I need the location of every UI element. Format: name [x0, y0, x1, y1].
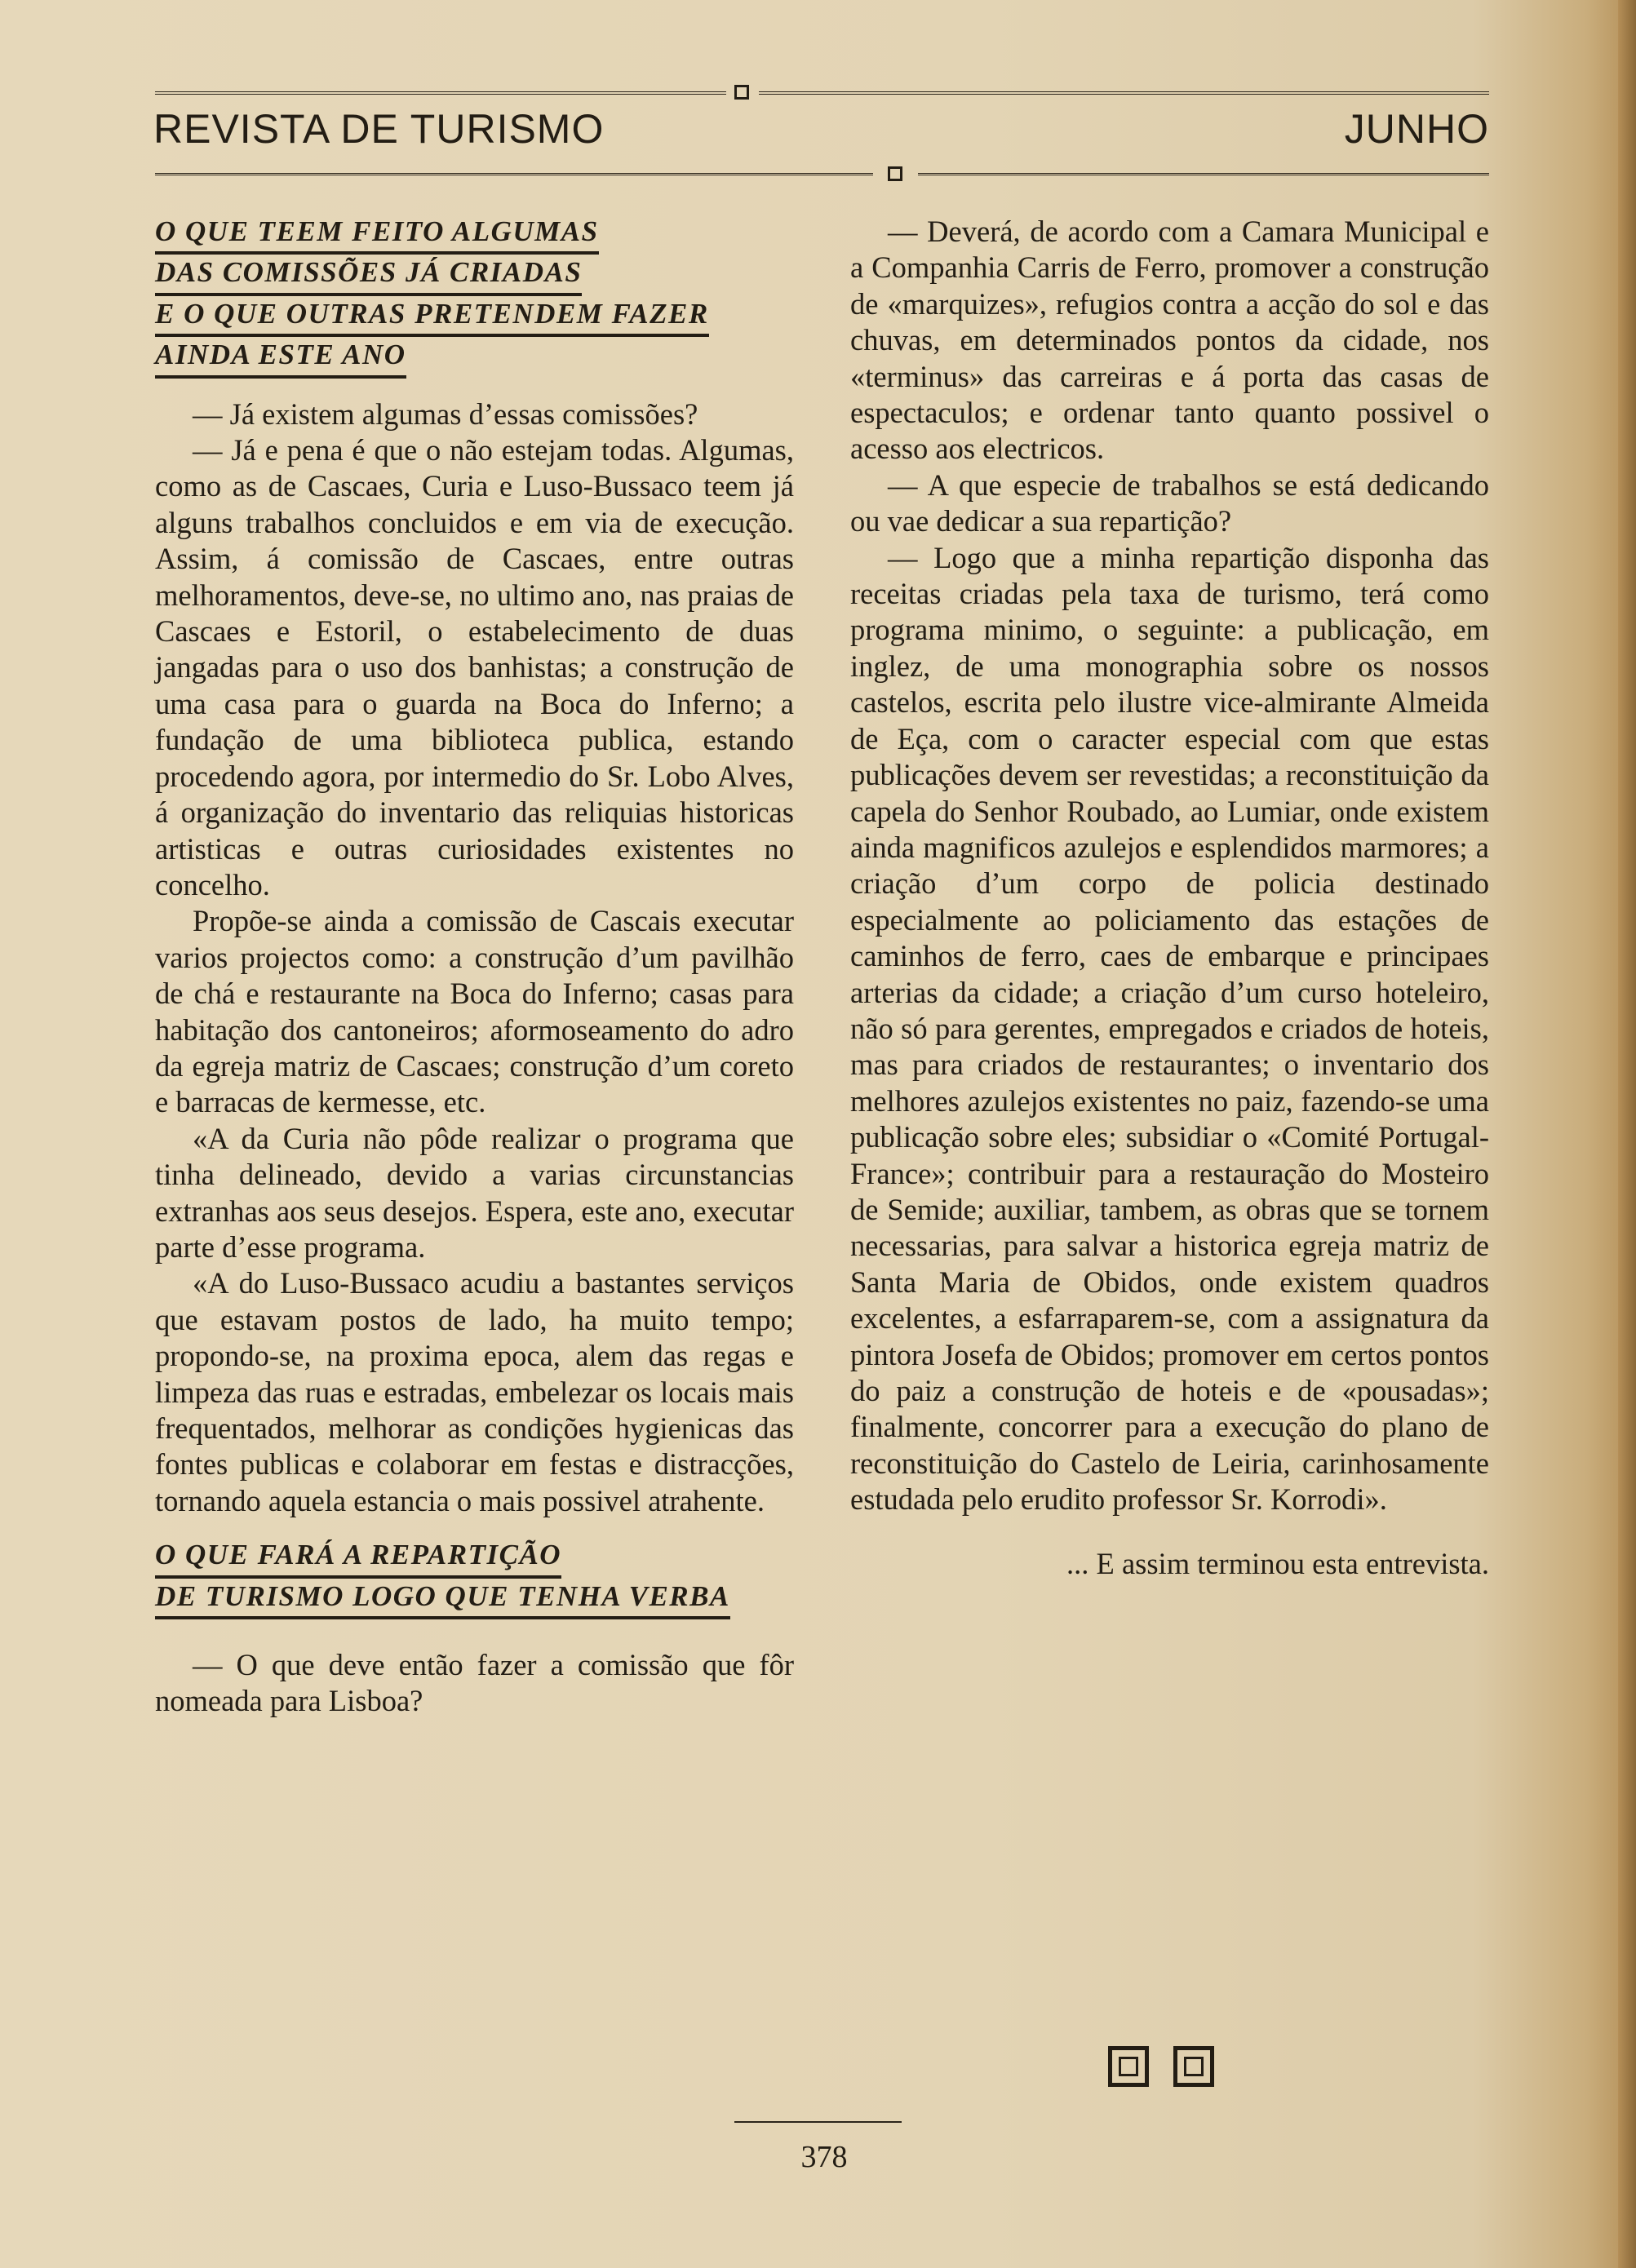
header-ornament-bottom: [888, 166, 902, 181]
closing-line: ... E assim terminou esta entrevista.: [1066, 1546, 1489, 1580]
paragraph: — A que especie de trabalhos se está dedicando ou vae dedicar a sua repartição?: [850, 467, 1489, 538]
month-title: JUNHO: [1344, 106, 1489, 152]
ornament-square-icon: [1108, 2046, 1149, 2087]
heading-line: AINDA ESTE ANO: [155, 337, 406, 378]
heading-line: DAS COMISSÕES JÁ CRIADAS: [155, 255, 582, 295]
paragraph: — Deverá, de acordo com a Camara Municipal e a Companhia Carris de Ferro, promover a construção de «marquizes», refugios contra a acção do sol e das chuvas, em determinados pontos da cidade, nos «terminus» das carreiras e á porta das casas de espectaculos; e ordenar tanto quanto possivel o acesso aos electricos.: [850, 215, 1489, 466]
heading-line: DE TURISMO LOGO QUE TENHA VERBA: [155, 1579, 730, 1619]
heading-line: O QUE FARÁ A REPARTIÇÃO: [155, 1537, 561, 1578]
footer-rule: [734, 2121, 902, 2123]
paragraph: — O que deve então fazer a comissão que fôr nomeada para Lisboa?: [155, 1648, 794, 1718]
paragraph: «A do Luso-Bussaco acudiu a bastantes serviços que estavam postos de lado, ha muito tempo; propondo-se, na proxima epoca, alem das regas e limpeza das ruas e estradas, embelezar os locais mais frequentados, melhorar as condições hygienicas das fontes publicas e colaborar em festas e distracções, tornando aquela estancia o mais possivel atrahente.: [155, 1266, 794, 1517]
header-top-rule-right: [759, 91, 1489, 95]
left-column: [155, 214, 794, 1720]
paragraph: — Já existem algumas d’essas comissões?: [193, 396, 698, 431]
paragraph: — Logo que a minha repartição disponha das receitas criadas pela taxa de turismo, terá como programa minimo, o seguinte: a publicação, em inglez, de uma monographia sobre os nossos castelos, escrita pelo ilustre vice-almirante Almeida de Eça, com o caracter especial com que estas publicações devem ser revestidas; a reconstituição da capela do Senhor Roubado, ao Lumiar, onde existem ainda magnificos azulejos e esplendidos marmores; a criação d’um corpo de policia destinado especialmente ao policiamento das estações de caminhos de ferro, caes de embarque e principaes arterias da cidade; a criação d’um curso hoteleiro, não só para gerentes, empregados e criados de hoteis, mas para criados de restaurantes; o inventario dos melhores azulejos existentes no paiz, fazendo-se uma publicação sobre eles; subsidiar o «Comité Portugal-France»; contribuir para a restauração do Mosteiro de Semide; auxiliar, tambem, as obras que se tornem necessarias, para salvar a historica egreja matriz de Santa Maria de Obidos, onde existem quadros excelentes, a esfarraparem-se, com a assignatura da pintora Josefa de Obidos; promover em certos pontos do paiz a construção de hoteis e de «pousadas»; finalmente, concorrer para a execução do plano de reconstituição do Castelo de Leiria, carinhosamente estudada pelo erudito professor Sr. Korrodi».: [850, 540, 1489, 1517]
heading-line: O QUE TEEM FEITO ALGUMAS: [155, 214, 599, 255]
section-heading-commissions: [155, 214, 794, 379]
page-edge: [1618, 0, 1636, 2268]
journal-title: REVISTA DE TURISMO: [153, 106, 605, 152]
right-column: [850, 214, 1489, 1582]
paragraph: Propõe-se ainda a comissão de Cascais executar varios projectos como: a construção d’um pavilhão de chá e restaurante na Boca do Inferno; casas para habitação dos cantoneiros; aformoseamento do adro da egreja matriz de Cascaes; construção d’um coreto e barracas de kermesse, etc.: [155, 904, 794, 1119]
section-heading-repartition: [155, 1537, 794, 1619]
paragraph: — Já e pena é que o não estejam todas. Algumas, como as de Cascaes, Curia e Luso-Bussaco teem já alguns trabalhos concluidos e em via de execução. Assim, á comissão de Cascaes, entre outras melhoramentos, deve-se, no ultimo ano, nas praias de Cascaes e Estoril, o estabelecimento de duas jangadas para o uso dos banhistas; a construção de uma casa para o guarda na Boca do Inferno; a fundação de uma biblioteca publica, estando procedendo agora, por intermedio do Sr. Lobo Alves, á organização do inventario das reliquias historicas artisticas e outras curiosidades existentes no concelho.: [155, 433, 794, 901]
header-bottom-rule-right: [918, 173, 1489, 175]
header-ornament-top: [734, 85, 749, 100]
header-bottom-rule-left: [155, 173, 873, 175]
end-ornaments: [1108, 2046, 1214, 2090]
header-top-rule-left: [155, 91, 726, 95]
heading-line: E O QUE OUTRAS PRETENDEM FAZER: [155, 296, 709, 337]
ornament-square-icon: [1173, 2046, 1214, 2087]
page-number: 378: [800, 2140, 848, 2174]
paragraph: «A da Curia não pôde realizar o programa que tinha delineado, devido a varias circunstancias extranhas aos seus desejos. Espera, este ano, executar parte d’esse programa.: [155, 1121, 794, 1264]
